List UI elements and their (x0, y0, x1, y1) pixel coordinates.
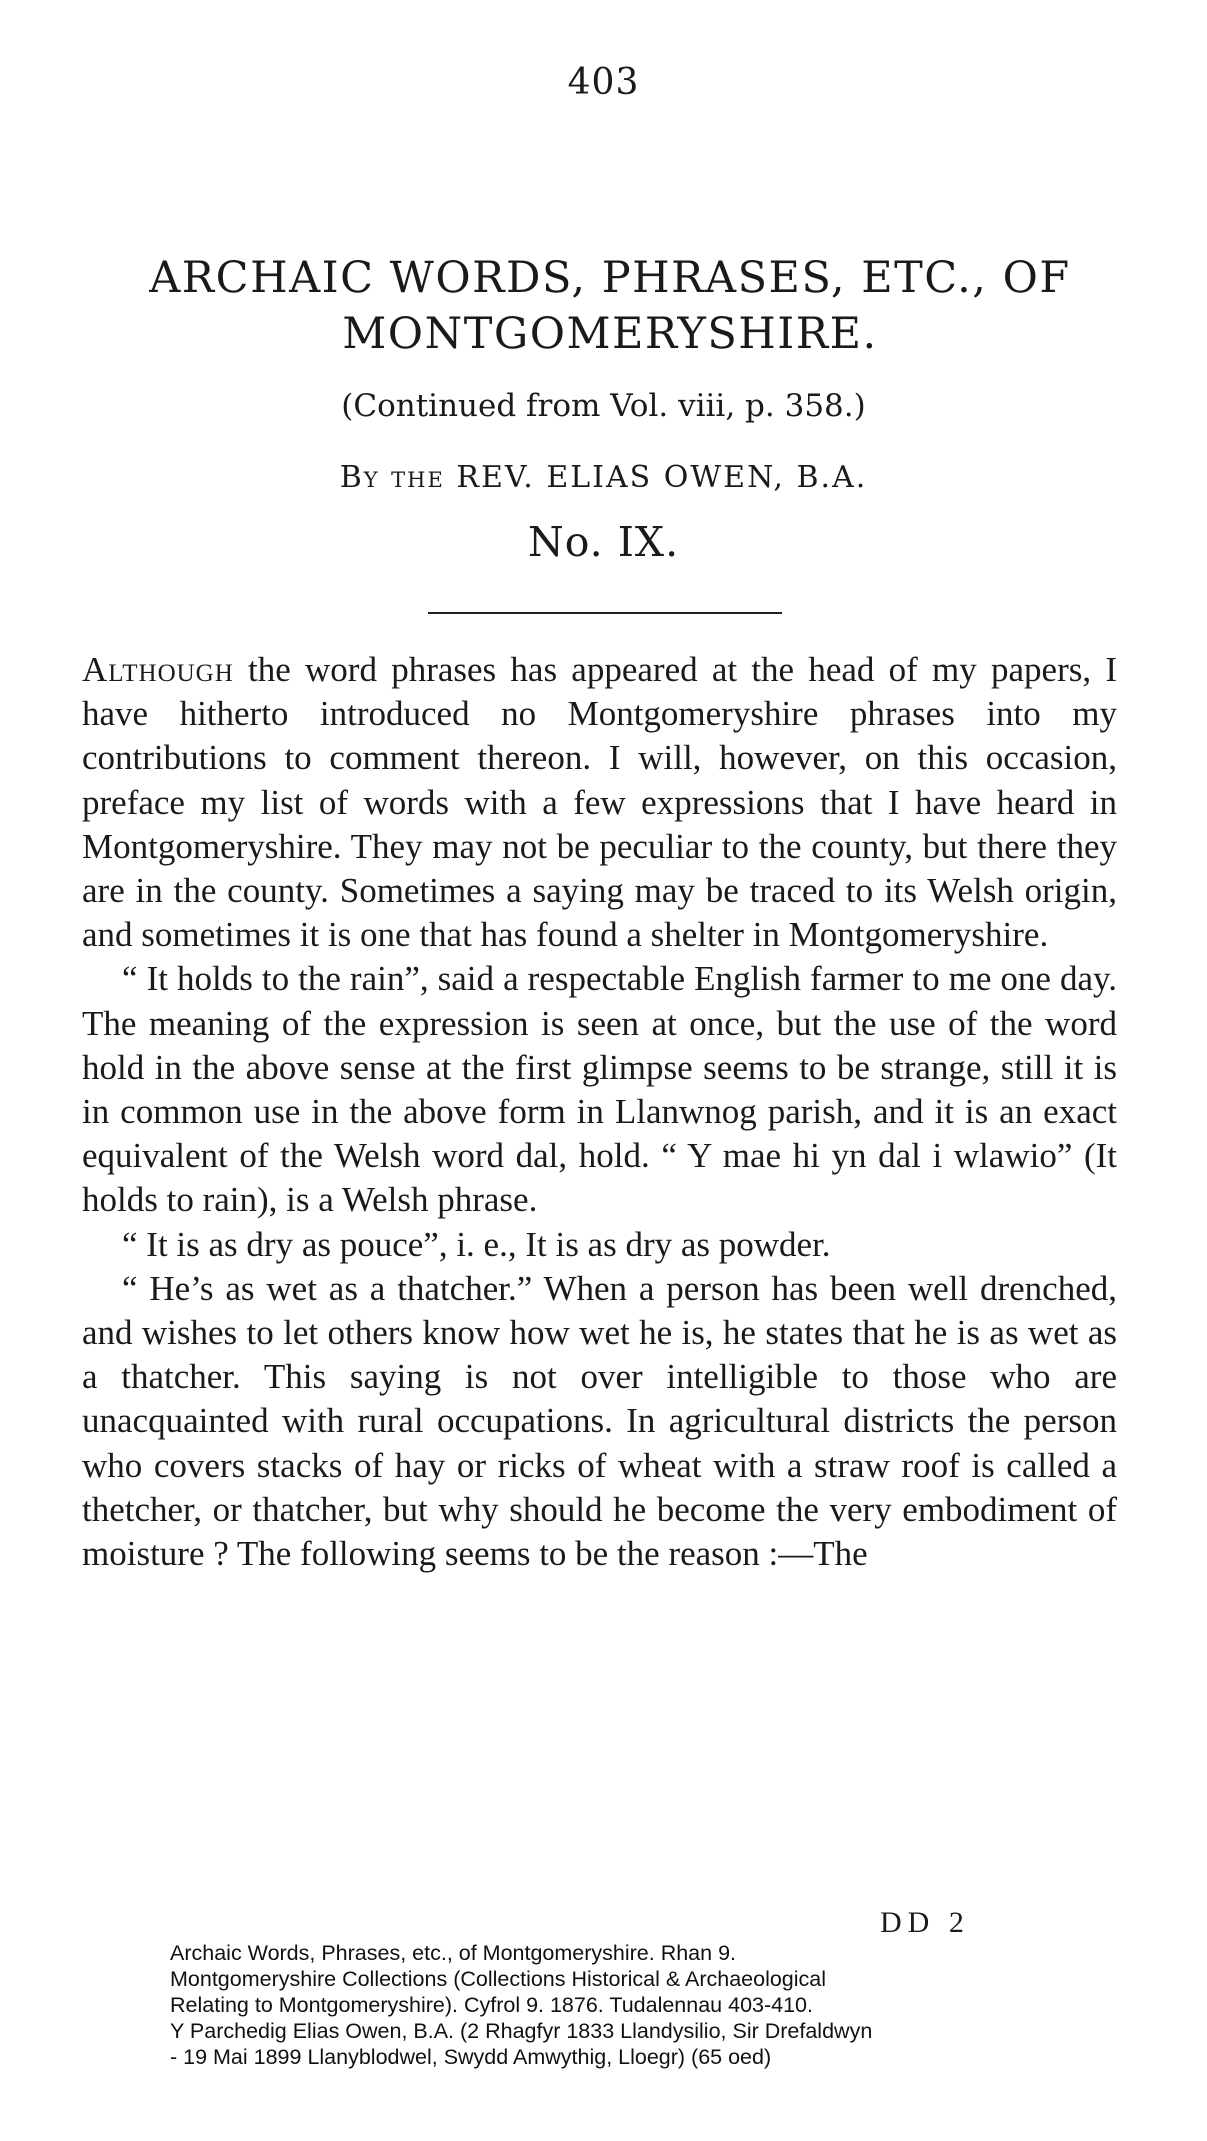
article-title: ARCHAIC WORDS, PHRASES, ETC., OF MONTGOMERYSHIRE. (149, 253, 1071, 359)
article-body (82, 648, 1117, 1576)
paragraph (82, 648, 1117, 957)
paragraph-lead-word: Although (82, 650, 234, 689)
continued-note: (Continued from Vol. viii, p. 358.) (341, 388, 866, 424)
paragraph: “ It holds to the rain”, said a respectable English farmer to me one day. The meaning of the expression is seen at once, but the use of the word hold in the above sense at the first glimpse seems to be strange, still it is in common use in the above form in Llanwnog parish, and it is an exact equivalent of the Welsh word dal, hold. “ Y mae hi yn dal i wlawio” (It holds to rain), is a Welsh phrase. (82, 959, 1117, 1220)
paragraph: “ He’s as wet as a thatcher.” When a person has been well drenched, and wishes to let others know how wet he is, he states that he is as wet as a thatcher. This saying is not over intelligible to those who are unacquainted with rural occupations. In agricultural districts the person who covers stacks of hay or ricks of wheat with a straw roof is called a thetcher, or thatcher, but why should he become the very embodiment of moisture ? The following seems to be the reason :—The (82, 1268, 1117, 1574)
divider-rule (428, 612, 782, 614)
source-caption: Archaic Words, Phrases, etc., of Montgomeryshire. Rhan 9. Montgomeryshire Collections (Collections Historical & Archaeological Relating to Montgomeryshire). Cyfrol 9. 1876. Tudalennau 403-410. Y Parchedig Elias Owen, B.A. (2 Rhagfyr 1833 Llandysilio, Sir Drefaldwyn - 19 Mai 1899 Llanyblodwel, Swydd Amwythig, Lloegr) (65 oed) (170, 1941, 873, 2069)
paragraph: “ It is as dry as pouce”, i. e., It is as dry as powder. (122, 1224, 831, 1264)
part-number: No. IX. (527, 518, 680, 566)
byline: By the REV. ELIAS OWEN, B.A. (339, 460, 868, 495)
signature-mark: DD 2 (880, 1906, 970, 1939)
paragraph-text: the word phrases has appeared at the head of my papers, I have hitherto introduced no Montgomeryshire phrases into my contributions to comment thereon. I will, however, on this occasion, preface my list of words with a few expressions that I have heard in Montgomeryshire. They may not be peculiar to the county, but there they are in the county. Sometimes a saying may be traced to its Welsh origin, and sometimes it is one that has found a shelter in Montgomeryshire. (82, 650, 1117, 955)
page-number: 403 (567, 62, 640, 103)
